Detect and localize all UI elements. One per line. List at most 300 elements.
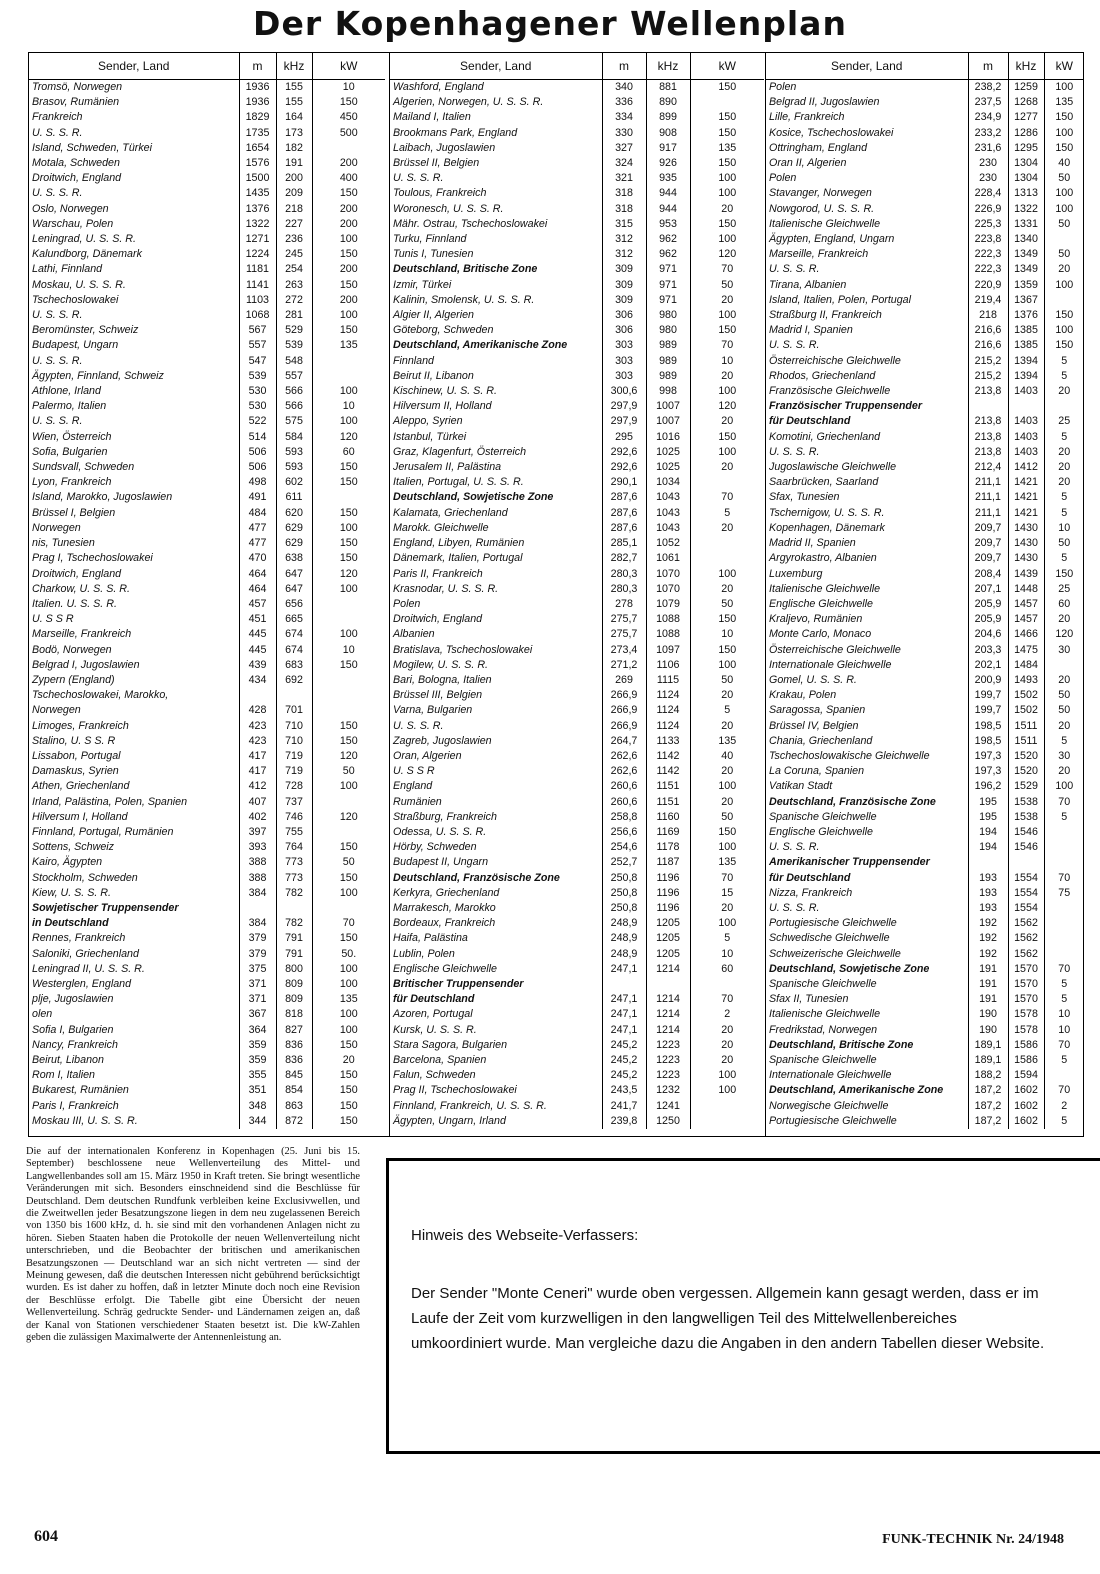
- frequency-cell: 1223: [646, 1038, 690, 1053]
- station-cell: Dänemark, Italien, Portugal: [393, 552, 523, 565]
- station-cell: Kraljevo, Rumänien: [769, 613, 863, 626]
- table-row: [766, 627, 1084, 642]
- table-row: [766, 977, 1084, 992]
- wavelength-cell: 1735: [239, 126, 276, 141]
- table-row: [766, 688, 1084, 703]
- frequency-cell: 998: [646, 384, 690, 399]
- station-cell: Paris II, Frankreich: [393, 567, 483, 580]
- table-row: [29, 141, 385, 156]
- wavelength-cell: 199,7: [968, 688, 1008, 703]
- station-cell: Deutschland, Sowjetische Zone: [393, 491, 554, 504]
- station-cell: Italien, Portugal, U. S. S. R.: [393, 476, 524, 489]
- power-cell: 200: [312, 156, 385, 171]
- table-row: [29, 1023, 385, 1038]
- wavelength-cell: 189,1: [968, 1038, 1008, 1053]
- wavelength-cell: 245,2: [602, 1038, 646, 1053]
- frequency-cell: 1088: [646, 612, 690, 627]
- station-cell: Kerkyra, Griechenland: [393, 886, 500, 899]
- power-cell: 60: [312, 445, 385, 460]
- wavelength-cell: 1141: [239, 278, 276, 293]
- table-row: [390, 80, 764, 96]
- table-row: [29, 1038, 385, 1053]
- frequency-cell: 218: [276, 202, 312, 217]
- power-cell: 120: [1044, 627, 1084, 642]
- table-row: [766, 840, 1084, 855]
- wavelength-cell: 287,6: [602, 506, 646, 521]
- station-cell: Island, Schweden, Türkei: [32, 141, 152, 154]
- frequency-cell: 1394: [1008, 369, 1044, 384]
- power-cell: 20: [690, 1023, 764, 1038]
- station-cell: Polen: [769, 172, 797, 185]
- power-cell: 150: [690, 430, 764, 445]
- wavelength-cell: 306: [602, 308, 646, 323]
- power-cell: [1044, 232, 1084, 247]
- wavelength-cell: 233,2: [968, 126, 1008, 141]
- power-cell: 100: [312, 962, 385, 977]
- wavelength-cell: 297,9: [602, 414, 646, 429]
- frequency-cell: 155: [276, 80, 312, 96]
- station-cell: Polen: [769, 81, 797, 93]
- station-cell: Italienische Gleichwelle: [769, 582, 881, 595]
- table-row: [29, 1068, 385, 1083]
- table-row: [766, 764, 1084, 779]
- wavelength-cell: 318: [602, 202, 646, 217]
- frequency-cell: 1025: [646, 445, 690, 460]
- frequency-cell: 1457: [1008, 612, 1044, 627]
- frequency-cell: 200: [276, 171, 312, 186]
- power-cell: 150: [312, 1114, 385, 1129]
- table-row: [766, 1068, 1084, 1083]
- frequency-cell: 1187: [646, 855, 690, 870]
- frequency-cell: 1493: [1008, 673, 1044, 688]
- station-cell: in Deutschland: [32, 917, 109, 930]
- station-cell: Moskau, U. S. S. R.: [32, 278, 126, 291]
- power-cell: 20: [1044, 445, 1084, 460]
- wavelength-cell: 219,4: [968, 293, 1008, 308]
- power-cell: 50.: [312, 947, 385, 962]
- station-cell: Sofia, Bulgarien: [32, 445, 108, 458]
- station-cell: Droitwich, England: [32, 567, 122, 580]
- frequency-cell: 227: [276, 217, 312, 232]
- station-cell: Französischer Truppensender: [769, 400, 923, 413]
- frequency-cell: 890: [646, 95, 690, 110]
- table-row: [390, 597, 764, 612]
- power-cell: [312, 795, 385, 810]
- frequency-cell: 1511: [1008, 719, 1044, 734]
- table-row: [390, 1083, 764, 1098]
- station-cell: Internationale Gleichwelle: [769, 658, 892, 671]
- power-cell: 150: [312, 475, 385, 490]
- wavelength-cell: [968, 855, 1008, 870]
- frequency-cell: 1286: [1008, 126, 1044, 141]
- wavelength-cell: 190: [968, 1007, 1008, 1022]
- station-cell: Brüssel II, Belgien: [393, 157, 480, 170]
- table-row: [766, 536, 1084, 551]
- wavelength-cell: 239,8: [602, 1114, 646, 1129]
- station-cell: Deutschland, Sowjetische Zone: [769, 962, 930, 975]
- station-cell: Stavanger, Norwegen: [769, 187, 872, 200]
- wavelength-cell: 205,9: [968, 612, 1008, 627]
- frequency-cell: 1554: [1008, 901, 1044, 916]
- frequency-cell: 1205: [646, 947, 690, 962]
- wavelength-cell: 238,2: [968, 80, 1008, 96]
- frequency-cell: 1034: [646, 475, 690, 490]
- wavelength-cell: 344: [239, 1114, 276, 1129]
- wavelength-cell: 303: [602, 338, 646, 353]
- wavelength-cell: [239, 901, 276, 916]
- wavelength-cell: 1500: [239, 171, 276, 186]
- power-cell: 200: [312, 293, 385, 308]
- wavelength-cell: 547: [239, 354, 276, 369]
- frequency-cell: 782: [276, 886, 312, 901]
- table-row: [766, 110, 1084, 125]
- wavelength-cell: 193: [968, 886, 1008, 901]
- wavelength-cell: 245,2: [602, 1053, 646, 1068]
- station-cell: Island, Marokko, Jugoslawien: [32, 491, 173, 504]
- wavelength-cell: 271,2: [602, 658, 646, 673]
- station-cell: Deutschland, Britische Zone: [769, 1038, 914, 1051]
- wavelength-cell: 567: [239, 323, 276, 338]
- power-cell: 20: [690, 582, 764, 597]
- table-row: [29, 612, 385, 627]
- table-row: [390, 734, 764, 749]
- power-cell: 150: [312, 551, 385, 566]
- frequency-cell: 1133: [646, 734, 690, 749]
- station-cell: Saragossa, Spanien: [769, 704, 866, 717]
- station-cell: Prag II, Tschechoslowakei: [393, 1084, 517, 1097]
- frequency-cell: 281: [276, 308, 312, 323]
- table-row: [390, 384, 764, 399]
- power-cell: 120: [312, 749, 385, 764]
- station-cell: nis, Tunesien: [32, 537, 95, 550]
- power-cell: 5: [1044, 354, 1084, 369]
- table-row: [390, 855, 764, 870]
- power-cell: 5: [1044, 810, 1084, 825]
- station-cell: Brüssel III, Belgien: [393, 689, 483, 702]
- table-row: [29, 384, 385, 399]
- table-row: [766, 947, 1084, 962]
- power-cell: 150: [1044, 338, 1084, 353]
- power-cell: 150: [1044, 141, 1084, 156]
- power-cell: 50: [312, 855, 385, 870]
- table-row: [390, 1023, 764, 1038]
- wavelength-cell: 439: [239, 658, 276, 673]
- wavelength-cell: 266,9: [602, 719, 646, 734]
- wavelength-cell: 231,6: [968, 141, 1008, 156]
- power-cell: 20: [690, 1038, 764, 1053]
- wavelength-cell: 215,2: [968, 369, 1008, 384]
- wavelength-cell: 273,4: [602, 643, 646, 658]
- station-cell: Italienische Gleichwelle: [769, 217, 881, 230]
- page-title: Der Kopenhagener Wellenplan: [253, 4, 847, 43]
- frequency-cell: 926: [646, 156, 690, 171]
- station-cell: Bordeaux, Frankreich: [393, 917, 496, 930]
- station-cell: Ägypten, England, Ungarn: [769, 233, 895, 246]
- station-cell: Jerusalem II, Palästina: [393, 461, 502, 474]
- power-cell: 20: [690, 293, 764, 308]
- power-cell: 100: [312, 308, 385, 323]
- station-cell: England, Libyen, Rumänien: [393, 537, 525, 550]
- frequency-cell: [1008, 399, 1044, 414]
- table-row: [766, 962, 1084, 977]
- table-row: [390, 1053, 764, 1068]
- station-cell: Kiew, U. S. S. R.: [32, 886, 111, 899]
- power-cell: 100: [1044, 202, 1084, 217]
- station-cell: Sfax II, Tunesien: [769, 993, 849, 1006]
- frequency-cell: 1520: [1008, 749, 1044, 764]
- power-cell: 40: [1044, 156, 1084, 171]
- table-row: [390, 141, 764, 156]
- frequency-cell: 944: [646, 202, 690, 217]
- station-cell: Sundsvall, Schweden: [32, 461, 135, 474]
- power-cell: [312, 901, 385, 916]
- station-cell: Sowjetischer Truppensender: [32, 901, 179, 914]
- frequency-cell: 647: [276, 567, 312, 582]
- table-row: [766, 369, 1084, 384]
- table-row: [29, 80, 385, 96]
- frequency-cell: 1259: [1008, 80, 1044, 96]
- power-cell: 150: [690, 217, 764, 232]
- station-cell: Portugiesische Gleichwelle: [769, 1114, 897, 1127]
- station-cell: Fredrikstad, Norwegen: [769, 1023, 878, 1036]
- table-row: [390, 1007, 764, 1022]
- table-row: [29, 916, 385, 931]
- wavelength-cell: 530: [239, 384, 276, 399]
- wavelength-cell: 375: [239, 962, 276, 977]
- table-row: [390, 931, 764, 946]
- station-cell: Ägypten, Ungarn, Irland: [393, 1114, 506, 1127]
- frequency-cell: 1403: [1008, 430, 1044, 445]
- frequency-cell: 1313: [1008, 186, 1044, 201]
- table-row: [766, 643, 1084, 658]
- station-cell: Lyon, Frankreich: [32, 476, 112, 489]
- frequency-cell: 557: [276, 369, 312, 384]
- station-cell: Englische Gleichwelle: [769, 825, 873, 838]
- wavelength-cell: 1068: [239, 308, 276, 323]
- power-cell: 20: [690, 719, 764, 734]
- table-row: [766, 703, 1084, 718]
- wavelength-cell: 506: [239, 445, 276, 460]
- wavelength-cell: 247,1: [602, 992, 646, 1007]
- power-cell: 70: [1044, 962, 1084, 977]
- table-row: [766, 126, 1084, 141]
- wavelength-cell: 218: [968, 308, 1008, 323]
- frequency-cell: 1061: [646, 551, 690, 566]
- station-cell: Budapest, Ungarn: [32, 339, 119, 352]
- power-cell: 20: [1044, 673, 1084, 688]
- wavelength-cell: 412: [239, 779, 276, 794]
- frequency-cell: 566: [276, 399, 312, 414]
- frequency-cell: 272: [276, 293, 312, 308]
- power-cell: 400: [312, 171, 385, 186]
- wavelength-cell: 379: [239, 931, 276, 946]
- wavelength-cell: 364: [239, 1023, 276, 1038]
- frequency-cell: 638: [276, 551, 312, 566]
- frequency-cell: 782: [276, 916, 312, 931]
- frequency-cell: [276, 901, 312, 916]
- table-row: [390, 1099, 764, 1114]
- author-note-box: [386, 1158, 1100, 1454]
- table-row: [29, 1099, 385, 1114]
- power-cell: 150: [690, 110, 764, 125]
- wavelength-cell: 371: [239, 977, 276, 992]
- power-cell: 135: [312, 338, 385, 353]
- wavelength-cell: 195: [968, 810, 1008, 825]
- wavelength-cell: 303: [602, 354, 646, 369]
- column-header: kW: [312, 53, 385, 80]
- station-cell: Mailand I, Italien: [393, 111, 471, 124]
- frequency-cell: 989: [646, 338, 690, 353]
- table-row: [390, 369, 764, 384]
- power-cell: 20: [1044, 764, 1084, 779]
- wavelength-cell: 1322: [239, 217, 276, 232]
- frequency-cell: 1052: [646, 536, 690, 551]
- table-row: [29, 430, 385, 445]
- table-row: [29, 551, 385, 566]
- table-row: [390, 810, 764, 825]
- table-row: [29, 338, 385, 353]
- station-cell: Istanbul, Türkei: [393, 430, 467, 443]
- power-cell: 20: [690, 901, 764, 916]
- table-row: [29, 947, 385, 962]
- table-row: [390, 1068, 764, 1083]
- power-cell: 100: [690, 186, 764, 201]
- frequency-cell: 746: [276, 810, 312, 825]
- power-cell: 10: [1044, 521, 1084, 536]
- table-row: [766, 262, 1084, 277]
- station-cell: Paris I, Frankreich: [32, 1099, 119, 1112]
- station-cell: Zypern (England): [32, 673, 115, 686]
- power-cell: 150: [312, 247, 385, 262]
- station-cell: Tschechoslowakei: [32, 293, 119, 306]
- frequency-cell: 1554: [1008, 871, 1044, 886]
- power-cell: 150: [1044, 567, 1084, 582]
- station-cell: Rumänien: [393, 795, 442, 808]
- frequency-cell: 881: [646, 80, 690, 96]
- power-cell: [690, 536, 764, 551]
- table-row: [390, 399, 764, 414]
- station-cell: Komotini, Griechenland: [769, 430, 881, 443]
- frequency-cell: 254: [276, 262, 312, 277]
- wavelength-cell: 202,1: [968, 658, 1008, 673]
- wavelength-cell: 220,9: [968, 278, 1008, 293]
- power-cell: 150: [312, 278, 385, 293]
- power-cell: 30: [1044, 749, 1084, 764]
- power-cell: 100: [1044, 186, 1084, 201]
- wavelength-cell: 1224: [239, 247, 276, 262]
- table-row: [29, 673, 385, 688]
- frequency-cell: 728: [276, 779, 312, 794]
- wavelength-cell: 198,5: [968, 734, 1008, 749]
- station-cell: Jugoslawische Gleichwelle: [769, 461, 897, 474]
- table-row: [766, 141, 1084, 156]
- table-row: [390, 840, 764, 855]
- station-cell: Finnland: [393, 354, 434, 367]
- table-row: [390, 536, 764, 551]
- power-cell: 5: [1044, 506, 1084, 521]
- wavelength-cell: 417: [239, 749, 276, 764]
- station-cell: Italien. U. S. S. R.: [32, 597, 117, 610]
- frequency-cell: 1196: [646, 871, 690, 886]
- column-header: kHz: [646, 53, 690, 80]
- frequency-cell: [646, 977, 690, 992]
- station-cell: Hörby, Schweden: [393, 841, 477, 854]
- power-cell: 5: [1044, 369, 1084, 384]
- table-row: [766, 612, 1084, 627]
- table-row: [29, 490, 385, 505]
- power-cell: [1044, 901, 1084, 916]
- power-cell: [690, 475, 764, 490]
- station-cell: Kischinew, U. S. S. R.: [393, 385, 497, 398]
- wavelength-cell: 417: [239, 764, 276, 779]
- table-row: [390, 612, 764, 627]
- table-row: [766, 658, 1084, 673]
- wavelength-cell: 407: [239, 795, 276, 810]
- station-cell: plje, Jugoslawien: [32, 993, 114, 1006]
- table-row: [390, 703, 764, 718]
- wavelength-cell: 451: [239, 612, 276, 627]
- wavelength-cell: 384: [239, 916, 276, 931]
- column-header: kW: [1044, 53, 1084, 80]
- frequency-cell: 1151: [646, 795, 690, 810]
- station-cell: Polen: [393, 597, 421, 610]
- wavelength-cell: 351: [239, 1083, 276, 1098]
- wavelength-cell: 194: [968, 840, 1008, 855]
- power-cell: 150: [312, 719, 385, 734]
- frequency-cell: 1520: [1008, 764, 1044, 779]
- wavelength-cell: 198,5: [968, 719, 1008, 734]
- power-cell: 75: [1044, 886, 1084, 901]
- wavelength-cell: 226,9: [968, 202, 1008, 217]
- wavelength-cell: 309: [602, 278, 646, 293]
- table-row: [766, 901, 1084, 916]
- station-cell: Oran II, Algerien: [769, 157, 847, 170]
- wavelength-cell: 216,6: [968, 338, 1008, 353]
- power-cell: [312, 354, 385, 369]
- station-cell: Deutschland, Amerikanische Zone: [769, 1084, 944, 1097]
- wavelength-cell: 1576: [239, 156, 276, 171]
- station-cell: Norwegen: [32, 704, 81, 717]
- power-cell: 150: [690, 126, 764, 141]
- table-row: [766, 80, 1084, 96]
- station-cell: Französische Gleichwelle: [769, 385, 891, 398]
- frequency-cell: 1277: [1008, 110, 1044, 125]
- power-cell: [312, 688, 385, 703]
- table-row: [766, 156, 1084, 171]
- frequency-cell: 1214: [646, 962, 690, 977]
- power-cell: 150: [312, 931, 385, 946]
- wavelength-cell: 287,6: [602, 521, 646, 536]
- station-cell: olen: [32, 1008, 53, 1021]
- wavelength-cell: 340: [602, 80, 646, 96]
- station-cell: Tschechoslowakische Gleichwelle: [769, 749, 930, 762]
- power-cell: [1044, 855, 1084, 870]
- frequency-cell: 1430: [1008, 536, 1044, 551]
- station-cell: Washford, England: [393, 81, 484, 93]
- station-cell: Kursk, U. S. S. R.: [393, 1023, 477, 1036]
- station-cell: Sottens, Schweiz: [32, 841, 114, 854]
- frequency-cell: 1376: [1008, 308, 1044, 323]
- frequency-cell: 764: [276, 840, 312, 855]
- wavelength-cell: 187,2: [968, 1083, 1008, 1098]
- wavelength-cell: 262,6: [602, 764, 646, 779]
- station-cell: Finnland, Frankreich, U. S. S. R.: [393, 1099, 547, 1112]
- frequency-cell: 1007: [646, 414, 690, 429]
- power-cell: 20: [690, 1053, 764, 1068]
- power-cell: 100: [690, 916, 764, 931]
- frequency-cell: 263: [276, 278, 312, 293]
- frequency-cell: 1367: [1008, 293, 1044, 308]
